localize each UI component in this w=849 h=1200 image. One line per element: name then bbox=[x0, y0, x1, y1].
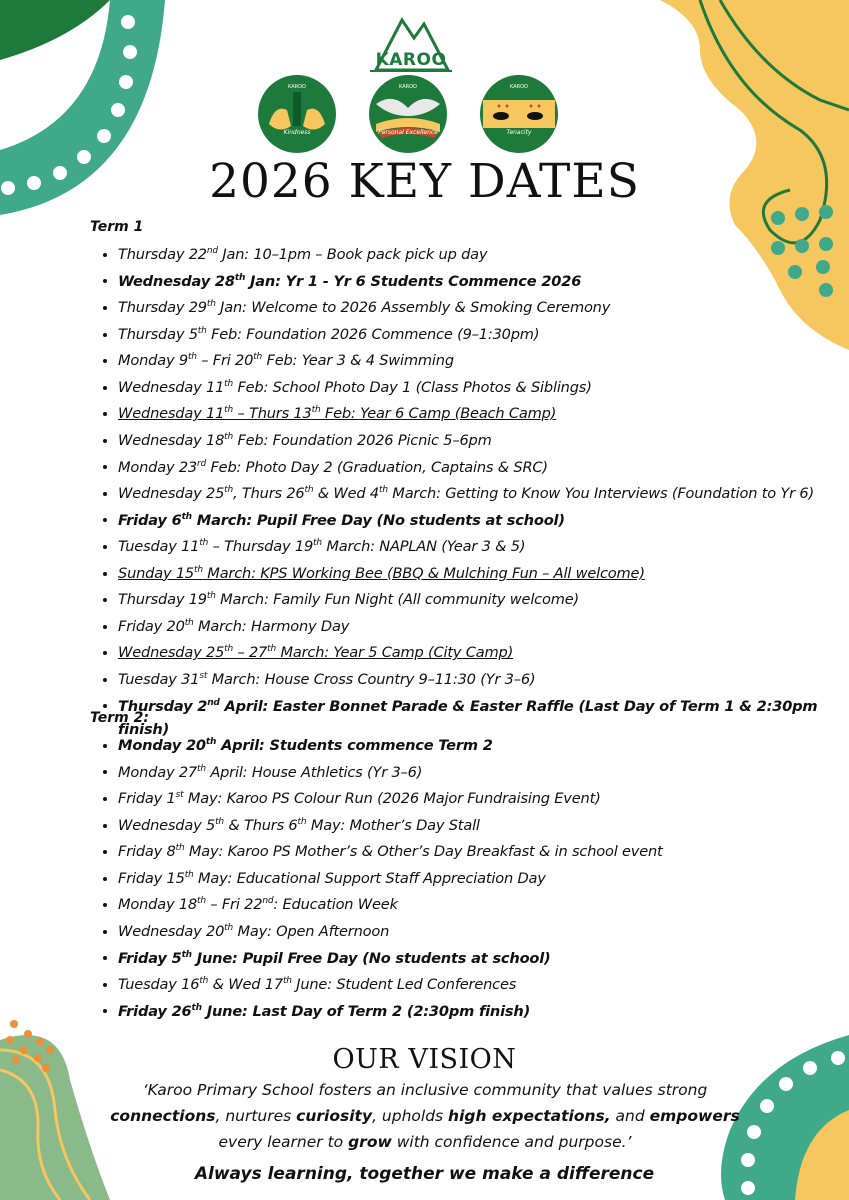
tenacity-badge bbox=[479, 74, 559, 154]
date-item: • Wednesday 5th & Thurs 6th May: Mother’s Day Stall bbox=[118, 811, 849, 838]
badge-label: Tenacity bbox=[506, 129, 532, 136]
badge-top-text: KAROO bbox=[288, 84, 306, 90]
date-item: • Friday 5th June: Pupil Free Day (No students at school) bbox=[118, 944, 849, 971]
vision-statement: ‘Karoo Primary School fosters an inclusive community that values strong connections, nurtures curiosity, upholds high expectations, and empowers every learner to grow with confidence and purpose.’ bbox=[110, 1081, 740, 1151]
date-item: • Friday 1st May: Karoo PS Colour Run (2026 Major Fundraising Event) bbox=[118, 784, 849, 811]
kindness-badge bbox=[257, 74, 337, 154]
date-item: • Tuesday 31st March: House Cross Country 9–11:30 (Yr 3–6) bbox=[118, 665, 849, 692]
date-item: • Tuesday 16th & Wed 17th June: Student Led Conferences bbox=[118, 970, 849, 997]
date-item: • Thursday 2nd April: Easter Bonnet Parade & Easter Raffle (Last Day of Term 1 & 2:30pm finish) bbox=[118, 692, 849, 742]
date-item: • Tuesday 11th – Thursday 19th March: NAPLAN (Year 3 & 5) bbox=[118, 532, 849, 559]
badge-top-text: KAROO bbox=[510, 84, 528, 90]
date-item: • Monday 9th – Fri 20th Feb: Year 3 & 4 Swimming bbox=[118, 346, 849, 373]
date-item: • Wednesday 28th Jan: Yr 1 - Yr 6 Students Commence 2026 bbox=[118, 267, 849, 294]
date-item: • Friday 20th March: Harmony Day bbox=[118, 612, 849, 639]
badge-label: Personal Excellence bbox=[378, 129, 438, 136]
date-item: • Monday 27th April: House Athletics (Yr 3–6) bbox=[118, 758, 849, 785]
date-item: • Friday 8th May: Karoo PS Mother’s & Other’s Day Breakfast & in school event bbox=[118, 837, 849, 864]
date-item: • Monday 23rd Feb: Photo Day 2 (Graduation, Captains & SRC) bbox=[118, 453, 849, 480]
personal-excellence-badge bbox=[368, 74, 448, 154]
term2-heading: Term 2: bbox=[90, 710, 149, 726]
page-title: 2026 KEY DATES bbox=[209, 154, 640, 209]
date-item: • Wednesday 25th, Thurs 26th & Wed 4th March: Getting to Know You Interviews (Foundation to Yr 6) bbox=[118, 479, 849, 506]
date-item: • Thursday 19th March: Family Fun Night (All community welcome) bbox=[118, 585, 849, 612]
term1-date-list bbox=[90, 240, 849, 742]
date-item: • Wednesday 11th Feb: School Photo Day 1 (Class Photos & Siblings) bbox=[118, 373, 849, 400]
date-item: • Thursday 22nd Jan: 10–1pm – Book pack pick up day bbox=[118, 240, 849, 267]
date-item: • Thursday 29th Jan: Welcome to 2026 Assembly & Smoking Ceremony bbox=[118, 293, 849, 320]
date-item: • Sunday 15th March: KPS Working Bee (BBQ & Mulching Fun – All welcome) bbox=[118, 559, 849, 586]
term2-date-list bbox=[90, 731, 849, 1023]
vision-title: OUR VISION bbox=[332, 1044, 517, 1075]
date-item: • Friday 15th May: Educational Support Staff Appreciation Day bbox=[118, 864, 849, 891]
date-item: • Monday 20th April: Students commence Term 2 bbox=[118, 731, 849, 758]
badge-top-text: KAROO bbox=[399, 84, 417, 90]
date-item: • Wednesday 11th – Thurs 13th Feb: Year 6 Camp (Beach Camp) bbox=[118, 399, 849, 426]
date-item: • Friday 26th June: Last Day of Term 2 (2:30pm finish) bbox=[118, 997, 849, 1024]
logo-text: KAROO bbox=[375, 50, 447, 70]
date-item: • Friday 6th March: Pupil Free Day (No students at school) bbox=[118, 506, 849, 533]
term1-heading: Term 1 bbox=[90, 219, 144, 235]
date-item: • Thursday 5th Feb: Foundation 2026 Commence (9–1:30pm) bbox=[118, 320, 849, 347]
date-item: • Wednesday 20th May: Open Afternoon bbox=[118, 917, 849, 944]
date-item: • Wednesday 25th – 27th March: Year 5 Camp (City Camp) bbox=[118, 638, 849, 665]
date-item: • Monday 18th – Fri 22nd: Education Week bbox=[118, 890, 849, 917]
karoo-logo bbox=[368, 14, 454, 72]
badge-label: Kindness bbox=[283, 129, 311, 136]
date-item: • Wednesday 18th Feb: Foundation 2026 Picnic 5–6pm bbox=[118, 426, 849, 453]
school-motto: Always learning, together we make a difference bbox=[194, 1164, 655, 1184]
